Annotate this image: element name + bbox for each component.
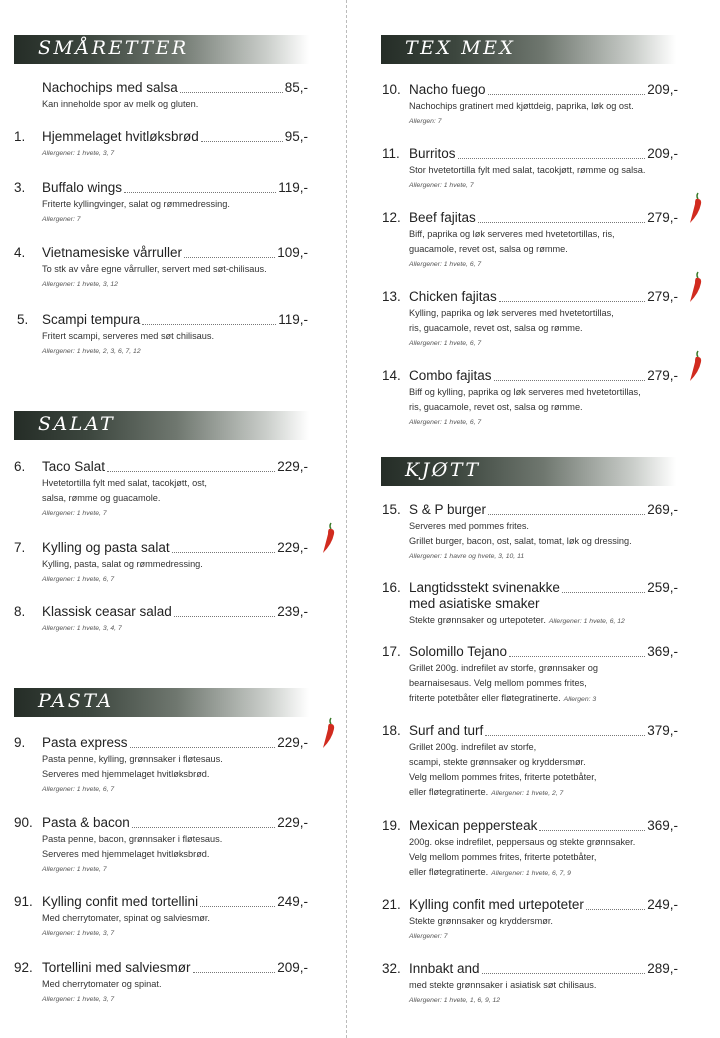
item-price: 229,- xyxy=(277,735,308,750)
item-price: 229,- xyxy=(277,459,308,474)
section-header-pasta xyxy=(14,688,309,717)
item-allergen: Allergener: 1 hvete, 3, 7 xyxy=(42,150,115,157)
item-description: Velg mellom pommes frites, friterte potetbåter, xyxy=(409,772,597,782)
item-description: ris, guacamole, revet ost, salsa og rømme. xyxy=(409,323,583,333)
item-price: 259,- xyxy=(647,580,678,595)
item-allergen: Allergener: 1 hvete, 3, 4, 7 xyxy=(42,625,122,632)
item-price: 119,- xyxy=(278,180,308,195)
item-price: 369,- xyxy=(647,818,678,833)
item-name: Kylling og pasta salat xyxy=(42,540,170,555)
item-allergen: Allergener: 1 hvete, 6, 7 xyxy=(409,261,482,268)
item-price: 209,- xyxy=(647,146,678,161)
item-allergen: Allergener: 7 xyxy=(42,216,81,223)
item-price: 239,- xyxy=(277,604,308,619)
section-header-texmex xyxy=(381,35,676,64)
item-name: Beef fajitas xyxy=(409,210,476,225)
item-allergen: Allergener: 1 hvete, 6, 7, 9 xyxy=(491,870,571,877)
item-name: Solomillo Tejano xyxy=(409,644,508,659)
item-description: guacamole, revet ost, salsa og rømme. xyxy=(409,244,568,254)
item-number: 11. xyxy=(382,146,400,161)
item-name: Buffalo wings xyxy=(42,180,123,195)
item-name: Vietnamesiske vårruller xyxy=(42,245,183,260)
item-description: Grillet 200g. indrefilet av storfe, grønnsaker og xyxy=(409,663,598,673)
item-allergen: Allergener: 1 hvete, 6, 7 xyxy=(409,340,482,347)
item-number: 21. xyxy=(382,897,401,912)
item-price: 279,- xyxy=(647,210,678,225)
section-title: KJØTT xyxy=(405,459,481,481)
item-price: 279,- xyxy=(647,289,678,304)
item-description: Serveres med hjemmelaget hvitløksbrød. xyxy=(42,849,210,859)
item-number: 12. xyxy=(382,210,401,225)
item-description: Kylling, paprika og løk serveres med hvetetortillas, xyxy=(409,308,614,318)
item-price: 379,- xyxy=(647,723,678,738)
chili-pepper-icon xyxy=(686,350,708,384)
item-allergen: Allergener: 1 hvete, 3, 7 xyxy=(42,930,115,937)
right-column xyxy=(347,0,720,1038)
item-allergen: Allergener: 1 hvete, 7 xyxy=(42,866,107,873)
left-column xyxy=(0,0,346,1038)
item-description: eller fløtegratinerte. xyxy=(409,867,489,877)
item-number: 92. xyxy=(14,960,33,975)
item-number: 4. xyxy=(14,245,26,260)
item-description: Stor hvetetortilla fylt med salat, tacokjøtt, rømme og salsa. xyxy=(409,165,646,175)
item-description: Serveres med pommes frites. xyxy=(409,521,529,531)
item-description: bearnaisesaus. Velg mellom pommes frites, xyxy=(409,678,587,688)
item-allergen: Allergener: 1 hvete, 6, 7 xyxy=(42,576,115,583)
item-description: scampi, stekte grønnsaker og kryddersmør. xyxy=(409,757,586,767)
item-description: salsa, rømme og guacamole. xyxy=(42,493,161,503)
chili-pepper-icon xyxy=(686,271,708,305)
item-number: 5. xyxy=(17,312,29,327)
item-number: 19. xyxy=(382,818,401,833)
item-number: 3. xyxy=(14,180,26,195)
item-description: Velg mellom pommes frites, friterte potetbåter, xyxy=(409,852,597,862)
item-number: 32. xyxy=(382,961,401,976)
item-name: Tortellini med salviesmør xyxy=(42,960,191,975)
item-price: 369,- xyxy=(647,644,678,659)
item-number: 91. xyxy=(14,894,33,909)
item-number: 1. xyxy=(14,129,26,144)
item-description: Grillet burger, bacon, ost, salat, tomat, løk og dressing. xyxy=(409,536,632,546)
chili-pepper-icon xyxy=(319,522,341,556)
item-name: Taco Salat xyxy=(42,459,106,474)
item-number: 6. xyxy=(14,459,26,474)
item-name: Hjemmelaget hvitløksbrød xyxy=(42,129,199,144)
item-price: 85,- xyxy=(284,80,308,95)
item-description: Fritert scampi, serveres med søt chilisaus. xyxy=(42,331,215,341)
chili-pepper-icon xyxy=(319,717,341,751)
section-header-smaretter xyxy=(14,35,309,64)
item-allergen: Allergener: 1 hvete, 3, 12 xyxy=(42,281,118,288)
item-number: 14. xyxy=(382,368,401,383)
item-price: 209,- xyxy=(647,82,678,97)
item-allergen: Allergener: 1 hvete, 2, 3, 6, 7, 12 xyxy=(42,348,141,355)
item-description: Pasta penne, bacon, grønnsaker i fløtesaus. xyxy=(42,834,223,844)
item-number: 7. xyxy=(14,540,26,555)
item-price: 249,- xyxy=(277,894,308,909)
item-description: ris, guacamole, revet ost, salsa og rømme. xyxy=(409,402,583,412)
item-name: Innbakt and xyxy=(409,961,480,976)
item-number: 13. xyxy=(382,289,401,304)
section-title: TEX MEX xyxy=(405,37,516,59)
item-price: 249,- xyxy=(647,897,678,912)
item-allergen: Allergener: 1 hvete, 1, 6, 9, 12 xyxy=(409,997,501,1004)
item-description: Biff og kylling, paprika og løk serveres med hvetetortillas, xyxy=(409,387,641,397)
item-name: Pasta & bacon xyxy=(42,815,130,830)
item-description: Nachochips gratinert med kjøttdeig, paprika, løk og ost. xyxy=(409,101,634,111)
item-number: 90. xyxy=(14,815,33,830)
item-price: 119,- xyxy=(278,312,308,327)
item-price: 109,- xyxy=(277,245,308,260)
item-description: To stk av våre egne vårruller, servert med søt-chilisaus. xyxy=(42,264,267,274)
chili-pepper-icon xyxy=(686,192,708,226)
item-name-line-2: med asiatiske smaker xyxy=(409,596,540,611)
item-name: Chicken fajitas xyxy=(409,289,497,304)
section-header-salat xyxy=(14,411,309,440)
item-price: 209,- xyxy=(277,960,308,975)
item-allergen: Allergener: 1 hvete, 6, 12 xyxy=(548,618,625,625)
item-number: 18. xyxy=(382,723,401,738)
item-number: 16. xyxy=(382,580,401,595)
section-header-kjott xyxy=(381,457,676,486)
item-price: 289,- xyxy=(647,961,678,976)
item-allergen: Allergen: 7 xyxy=(409,118,442,125)
item-description: Stekte grønnsaker og urtepoteter. xyxy=(409,615,546,625)
item-allergen: Allergener: 1 hvete, 3, 7 xyxy=(42,996,115,1003)
section-title: SMÅRETTER xyxy=(38,37,189,59)
item-name: Kylling confit med urtepoteter xyxy=(409,897,584,912)
item-description: eller fløtegratinerte. xyxy=(409,787,489,797)
item-number: 15. xyxy=(382,502,401,517)
item-description: Med cherrytomater og spinat. xyxy=(42,979,162,989)
item-number: 8. xyxy=(14,604,26,619)
item-price: 229,- xyxy=(277,540,308,555)
item-description: Grillet 200g. indrefilet av storfe, xyxy=(409,742,537,752)
item-description: Hvetetortilla fylt med salat, tacokjøtt, ost, xyxy=(42,478,207,488)
item-allergen: Allergener: 7 xyxy=(409,933,448,940)
item-name: Pasta express xyxy=(42,735,128,750)
item-price: 279,- xyxy=(647,368,678,383)
item-description: Kylling, pasta, salat og rømmedressing. xyxy=(42,559,203,569)
item-description: 200g. okse indrefilet, peppersaus og stekte grønnsaker. xyxy=(409,837,636,847)
item-description: Kan inneholde spor av melk og gluten. xyxy=(42,99,199,109)
item-description: Serveres med hjemmelaget hvitløksbrød. xyxy=(42,769,210,779)
item-description: Biff, paprika og løk serveres med hvetetortillas, ris, xyxy=(409,229,615,239)
item-allergen: Allergener: 1 hvete, 7 xyxy=(42,510,107,517)
item-allergen: Allergener: 1 hvete, 6, 7 xyxy=(42,786,115,793)
item-description: Stekte grønnsaker og kryddersmør. xyxy=(409,916,553,926)
item-description: med stekte grønnsaker i asiatisk søt chilisaus. xyxy=(409,980,597,990)
item-name: Nachochips med salsa xyxy=(42,80,178,95)
item-name: Langtidsstekt svinenakke xyxy=(409,580,560,595)
section-title: PASTA xyxy=(38,690,114,712)
item-allergen: Allergener: 1 hvete, 7 xyxy=(409,182,474,189)
item-number: 9. xyxy=(14,735,26,750)
item-name: S & P burger xyxy=(409,502,487,517)
item-name: Combo fajitas xyxy=(409,368,492,383)
item-name: Scampi tempura xyxy=(42,312,141,327)
item-price: 269,- xyxy=(647,502,678,517)
item-number: 10. xyxy=(382,82,401,97)
section-title: SALAT xyxy=(38,413,116,435)
item-description: friterte potetbåter eller fløtegratinerte. xyxy=(409,693,561,703)
item-description: Friterte kyllingvinger, salat og rømmedressing. xyxy=(42,199,230,209)
item-description: Med cherrytomater, spinat og salviesmør. xyxy=(42,913,210,923)
item-price: 229,- xyxy=(277,815,308,830)
item-number: 17. xyxy=(382,644,401,659)
item-name: Nacho fuego xyxy=(409,82,486,97)
item-name: Mexican peppersteak xyxy=(409,818,538,833)
item-name: Surf and turf xyxy=(409,723,484,738)
item-allergen: Allergener: 1 havre og hvete, 3, 10, 11 xyxy=(409,553,525,560)
item-name: Kylling confit med tortellini xyxy=(42,894,199,909)
item-allergen: Allergener: 1 hvete, 6, 7 xyxy=(409,419,482,426)
item-price: 95,- xyxy=(284,129,308,144)
item-name: Burritos xyxy=(409,146,456,161)
item-allergen: Allergen: 3 xyxy=(563,696,597,703)
item-description: Pasta penne, kylling, grønnsaker i fløtesaus. xyxy=(42,754,223,764)
item-allergen: Allergener: 1 hvete, 2, 7 xyxy=(491,790,564,797)
item-name: Klassisk ceasar salad xyxy=(42,604,172,619)
